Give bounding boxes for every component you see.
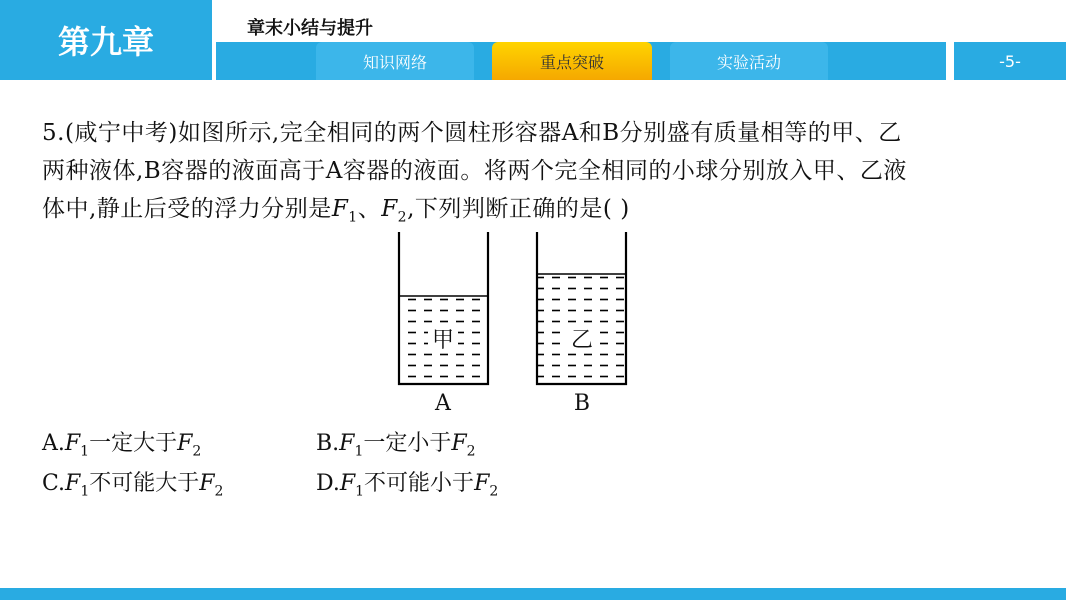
question-text xyxy=(42,114,1042,237)
page-number: -5- xyxy=(954,42,1066,80)
question-line-3: 体中,静止后受的浮力分别是$F_1$、$F_2$,下列判断正确的是( ) xyxy=(42,196,630,226)
containers-figure xyxy=(390,228,640,418)
option-a[interactable]: $A.F_1$一定大于$F_2$ xyxy=(42,431,202,460)
question-line-2: 两种液体,B容器的液面高于A容器的液面。将两个完全相同的小球分别放入甲、乙液 xyxy=(42,158,907,184)
container-a-label: A xyxy=(435,391,451,416)
liquid-a-label: 甲 xyxy=(431,328,455,353)
liquid-b-label: 乙 xyxy=(570,328,594,353)
container-b xyxy=(537,232,626,416)
tab-key-points[interactable]: 重点突破 xyxy=(492,42,652,80)
option-d[interactable]: $D.F_1$不可能小于$F_2$ xyxy=(316,471,499,500)
section-title: 章末小结与提升 xyxy=(247,18,373,39)
tab-experiment-activity[interactable]: 实验活动 xyxy=(670,42,828,80)
container-b-label: B xyxy=(573,391,591,416)
option-b[interactable]: $B.F_1$一定小于$F_2$ xyxy=(316,431,476,460)
option-c[interactable]: $C.F_1$不可能大于$F_2$ xyxy=(42,471,224,500)
chapter-title: 第九章 xyxy=(0,0,212,80)
tab-knowledge-network[interactable]: 知识网络 xyxy=(316,42,474,80)
footer-bar xyxy=(0,588,1066,600)
container-a xyxy=(399,232,488,416)
question-line-1: 5.(咸宁中考)如图所示,完全相同的两个圆柱形容器A和B分别盛有质量相等的甲、乙 xyxy=(42,120,902,146)
